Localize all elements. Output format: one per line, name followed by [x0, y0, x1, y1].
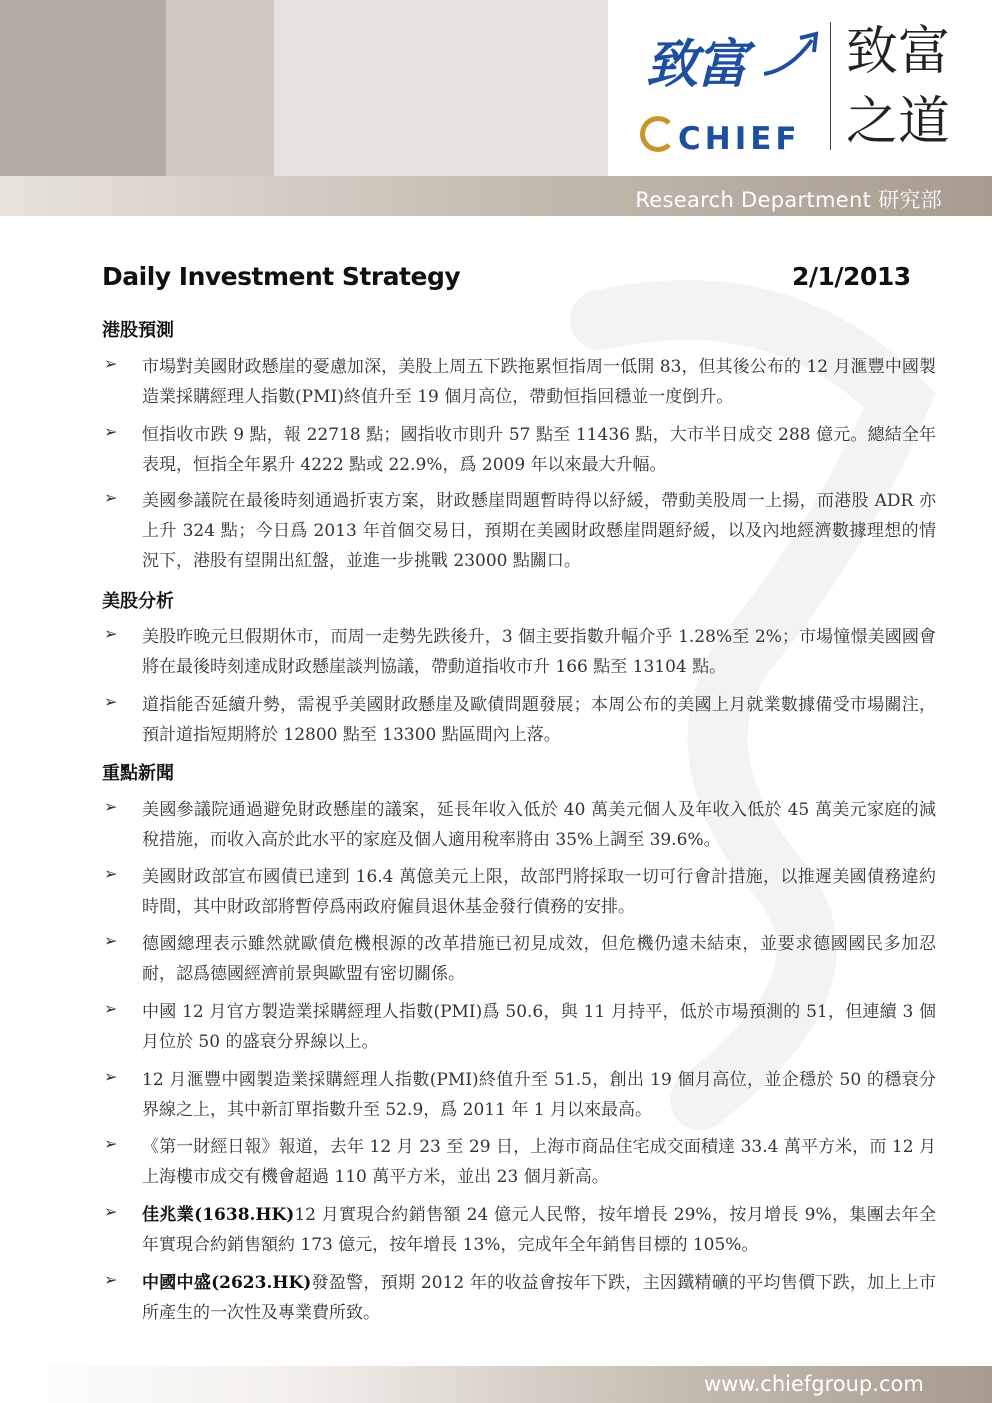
- bullet-arrow-icon: ➢: [104, 422, 118, 441]
- footer-url[interactable]: www.chiefgroup.com: [704, 1372, 924, 1396]
- logo-en-text: CHIEF: [678, 121, 801, 157]
- bullet-arrow-icon: ➢: [104, 1067, 118, 1086]
- header-mid-block: [166, 0, 274, 176]
- list-item-text: 德國總理表示雖然就歐債危機根源的改革措施已初見成效，但危機仍遠未結束，並要求德國國民多加忍耐，認爲德國經濟前景與歐盟有密切關係。: [142, 934, 936, 984]
- bullet-arrow-icon: ➢: [104, 692, 118, 711]
- logo-side-line2: 之道: [846, 92, 951, 152]
- logo-chief-wordmark: [640, 116, 801, 157]
- company-name: 中國中盛(2623.HK): [142, 1273, 312, 1293]
- news-body: 發盈警，預期 2012 年的收益會按年下跌，主因鐵精礦的平均售價下跌，加上上市所產生的一次性及專業費所致。: [142, 1273, 936, 1323]
- list-item-text: 美股昨晚元旦假期休市，而周一走勢先跌後升，3 個主要指數升幅介乎 1.28%至 2%；市場憧憬美國國會將在最後時刻達成財政懸崖談判協議，帶動道指收市升 166 點至 13104 點。: [142, 627, 936, 677]
- bullet-arrow-icon: ➢: [104, 1134, 118, 1153]
- list-item-text: 美國參議院通過避免財政懸崖的議案，延長年收入低於 40 萬美元個人及年收入低於 45 萬美元家庭的減稅措施，而收入高於此水平的家庭及個人適用稅率將由 35%上調至 39.6%。: [142, 800, 936, 850]
- list-item-text: 市場對美國財政懸崖的憂慮加深，美股上周五下跌拖累恒指周一低開 83，但其後公布的 12 月滙豐中國製造業採購經理人指數(PMI)終值升至 19 個月高位，帶動恒指回穩並一度倒升。: [142, 357, 936, 407]
- section-heading-hk-forecast: 港股預測: [102, 320, 174, 341]
- bullet-arrow-icon: ➢: [104, 1202, 118, 1221]
- list-item-text: 道指能否延續升勢，需視乎美國財政懸崖及歐債問題發展；本周公布的美國上月就業數據備受市場關注，預計道指短期將於 12800 點至 13300 點區間內上落。: [142, 695, 936, 745]
- bullet-arrow-icon: ➢: [104, 999, 118, 1018]
- bullet-arrow-icon: ➢: [104, 624, 118, 643]
- bullet-arrow-icon: ➢: [104, 488, 118, 507]
- list-item-text: 12 月滙豐中國製造業採購經理人指數(PMI)終值升至 51.5，創出 19 個月高位，並企穩於 50 的穩衰分界線之上，其中新訂單指數升至 52.9，爲 2011 年 1 月以來最高。: [142, 1070, 936, 1120]
- bullet-arrow-icon: ➢: [104, 797, 118, 816]
- list-item-text: 恒指收市跌 9 點，報 22718 點；國指收市則升 57 點至 11436 點，大市半日成交 288 億元。總結全年表現，恒指全年累升 4222 點或 22.9%，爲 2009 年以來最大升幅。: [142, 425, 936, 475]
- logo-c-emblem-icon: [640, 116, 676, 152]
- list-item-text: 美國參議院在最後時刻通過折衷方案，財政懸崖問題暫時得以紓緩，帶動美股周一上揚，而港股 ADR 亦上升 324 點；今日爲 2013 年首個交易日，預期在美國財政懸崖問題紓緩，以及內地經濟數據理想的情況下，港股有望開出紅盤，並進一步挑戰 23000 點關口。: [142, 491, 936, 571]
- company-name: 佳兆業(1638.HK): [142, 1205, 295, 1225]
- news-body: 12 月實現合約銷售額 24 億元人民幣，按年增長 29%，按月增長 9%，集團去年全年實現合約銷售額約 173 億元，按年增長 13%，完成年全年銷售目標的 105%。: [142, 1205, 936, 1255]
- department-label: Research Department 研究部: [635, 188, 942, 212]
- logo-arrow-icon: [760, 30, 822, 80]
- logo-divider: [830, 22, 831, 150]
- section-heading-key-news: 重點新聞: [102, 763, 174, 784]
- document-date: 2/1/2013: [792, 262, 911, 291]
- logo-side-line1: 致富: [846, 22, 951, 82]
- bullet-arrow-icon: ➢: [104, 864, 118, 883]
- logo-chinese-script: 致富: [646, 34, 747, 95]
- bullet-arrow-icon: ➢: [104, 931, 118, 950]
- header-dark-block: [0, 0, 166, 176]
- list-item-text: 美國財政部宣布國債已達到 16.4 萬億美元上限，故部門將採取一切可行會計措施，以推遲美國債務違約時間，其中財政部將暫停爲兩政府僱員退休基金發行債務的安排。: [142, 867, 936, 917]
- list-item-text: 中國 12 月官方製造業採購經理人指數(PMI)爲 50.6，與 11 月持平，低於市場預測的 51，但連續 3 個月位於 50 的盛衰分界線以上。: [142, 1002, 936, 1052]
- section-heading-us-analysis: 美股分析: [102, 591, 174, 612]
- document-title: Daily Investment Strategy: [102, 262, 461, 291]
- list-item-text: 《第一財經日報》報道，去年 12 月 23 至 29 日，上海市商品住宅成交面積達 33.4 萬平方米，而 12 月上海樓市成交有機會超過 110 萬平方米，並出 23 個月新高。: [142, 1137, 936, 1187]
- bullet-arrow-icon: ➢: [104, 354, 118, 373]
- list-item-text: [142, 1200, 936, 1260]
- bullet-arrow-icon: ➢: [104, 1270, 118, 1289]
- list-item-text: [142, 1268, 936, 1328]
